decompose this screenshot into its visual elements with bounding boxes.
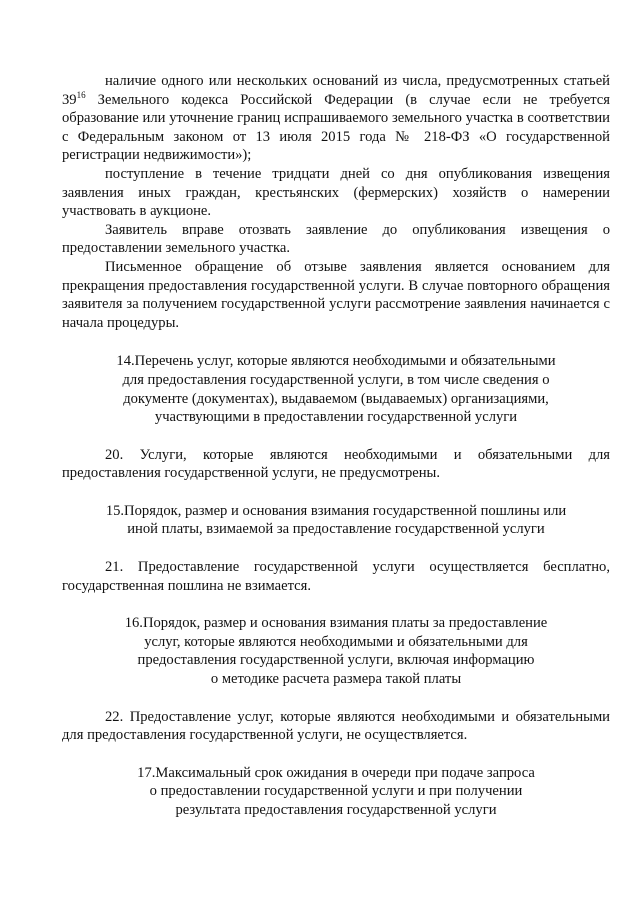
section-heading-15 [62, 502, 610, 539]
heading-line: 15.Порядок, размер и основания взимания государственной пошлины или [105, 502, 567, 519]
paragraph-text: Земельного кодекса Российской Федерации (в случае если не требуется образование или уточнение границ испрашиваемого земельного участка в соответствии с Федеральным законом от 13 июля 2015 года № 218-ФЗ «О государственной регистрации недвижимости»); [62, 91, 610, 164]
section-heading-17 [62, 764, 610, 820]
heading-line: иной платы, взимаемой за предоставление государственной услуги [127, 521, 545, 538]
heading-line: 17.Максимальный срок ожидания в очереди при подаче запроса [137, 764, 535, 781]
heading-line: для предоставления государственной услуги, в том числе сведения о [122, 371, 550, 388]
heading-line: предоставления государственной услуги, включая информацию [137, 652, 535, 669]
heading-line: о предоставлении государственной услуги и при получении [149, 783, 523, 800]
paragraph-22: 22. Предоставление услуг, которые являются необходимыми и обязательными для предоставления государственной услуги, не осуществляется. [62, 708, 610, 744]
paragraph-withdrawal-effect: Письменное обращение об отзыве заявления является основанием для прекращения предоставления государственной услуги. В случае повторного обращения заявителя за получением государственной услуги рассмотрение заявления начинается с начала процедуры. [62, 258, 610, 331]
paragraph-21: 21. Предоставление государственной услуги осуществляется бесплатно, государственная пошлина не взимается. [62, 559, 610, 594]
superscript: 16 [76, 89, 86, 100]
heading-line: 16.Порядок, размер и основания взимания платы за предоставление [124, 615, 548, 632]
section-heading-16 [62, 614, 610, 688]
heading-line: о методике расчета размера такой платы [210, 671, 462, 688]
heading-line: документе (документах), выдаваемом (выдаваемых) организациями, [123, 390, 549, 407]
paragraph-withdrawal-right: Заявитель вправе отозвать заявление до опубликования извещения о предоставлении земельного участка. [62, 221, 610, 257]
paragraph-text: наличие одного или нескольких оснований из числа, предусмотренных статьей 39 [62, 73, 610, 108]
heading-line: услуг, которые являются необходимыми и обязательными для [144, 633, 528, 650]
paragraph-20: 20. Услуги, которые являются необходимыми и обязательными для предоставления государственной услуги, не предусмотрены. [62, 446, 610, 482]
heading-line: участвующими в предоставлении государственной услуги [154, 409, 518, 426]
heading-line: 14.Перечень услуг, которые являются необходимыми и обязательными [116, 353, 556, 370]
section-heading-14 [62, 352, 610, 426]
heading-line: результата предоставления государственной услуги [175, 802, 497, 818]
paragraph-competing-applications: поступление в течение тридцати дней со дня опубликования извещения заявления иных граждан, крестьянских (фермерских) хозяйств о намерении участвовать в аукционе. [62, 165, 610, 220]
paragraph-grounds-refusal [62, 72, 610, 165]
document-page [62, 72, 610, 820]
